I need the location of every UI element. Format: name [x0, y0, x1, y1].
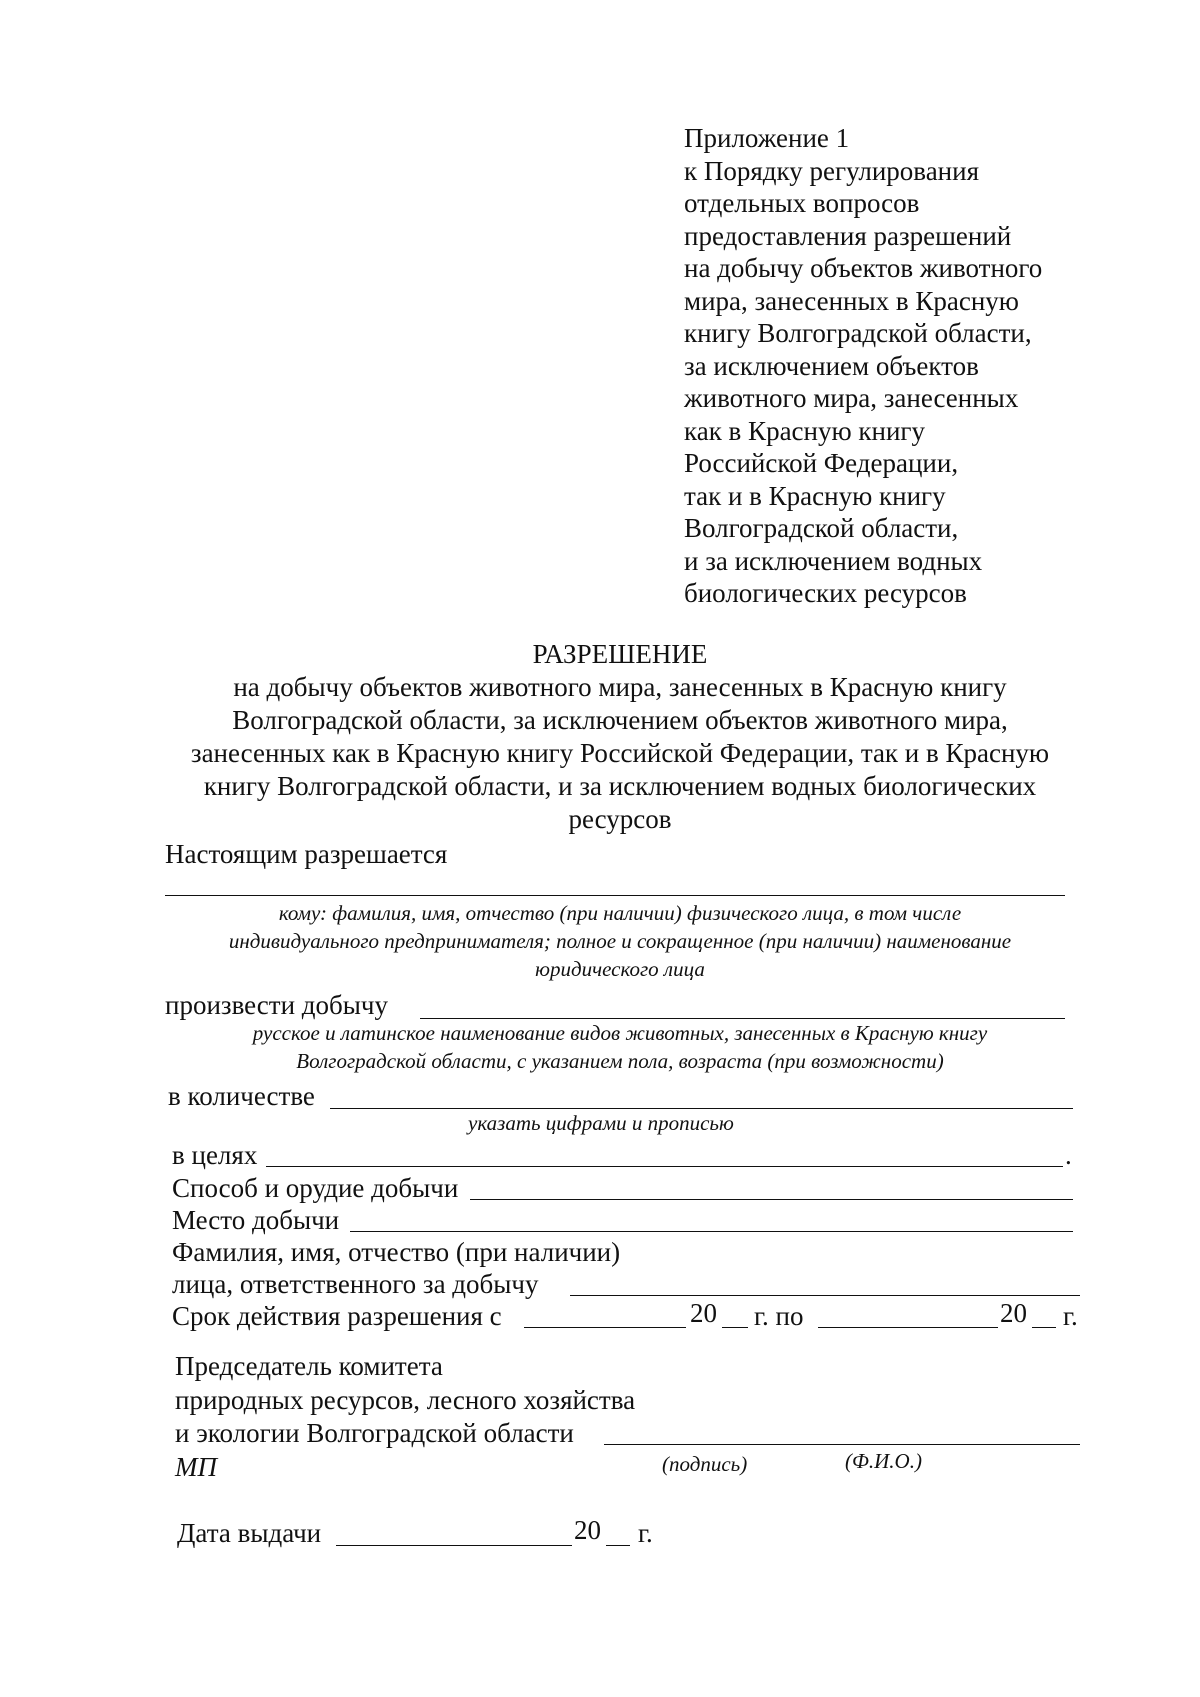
responsible-field-line[interactable]	[570, 1295, 1080, 1296]
method-field-line[interactable]	[470, 1199, 1073, 1200]
appendix-line: на добычу объектов животного	[684, 253, 1043, 283]
appendix-line: биологических ресурсов	[684, 578, 967, 608]
species-hint-line: Волгоградской области, с указанием пола, возраста (при возможности)	[296, 1049, 944, 1073]
issue-date-label: Дата выдачи	[177, 1518, 322, 1548]
validity-from-date-line[interactable]	[524, 1327, 686, 1328]
appendix-line: отдельных вопросов	[684, 188, 920, 218]
issue-date-line[interactable]	[336, 1545, 572, 1546]
document-subtitle-line: Волгоградской области, за исключением объектов животного мира,	[232, 705, 1008, 735]
appendix-line: книгу Волгоградской области,	[684, 318, 1032, 348]
validity-to-label: г. по	[754, 1301, 804, 1331]
document-title: РАЗРЕШЕНИЕ	[532, 639, 708, 669]
appendix-line: Российской Федерации,	[684, 448, 959, 478]
validity-to-year-line[interactable]	[1032, 1327, 1056, 1328]
hunt-label: произвести добычу	[165, 990, 388, 1020]
appendix-line: Приложение 1	[684, 123, 850, 153]
appendix-line: животного мира, занесенных	[684, 383, 1019, 413]
signature-hint: (подпись)	[662, 1452, 748, 1476]
validity-label: Срок действия разрешения с	[172, 1301, 502, 1331]
species-field-line[interactable]	[420, 1018, 1065, 1019]
validity-to-date-line[interactable]	[818, 1327, 998, 1328]
responsible-label-2: лица, ответственного за добычу	[172, 1269, 539, 1299]
method-label: Способ и орудие добычи	[172, 1173, 459, 1203]
validity-to-year-suffix: г.	[1063, 1301, 1078, 1331]
appendix-line: предоставления разрешений	[684, 220, 1012, 251]
document-subtitle-line: ресурсов	[568, 804, 672, 834]
quantity-field-line[interactable]	[330, 1108, 1073, 1109]
whom-hint-line: кому: фамилия, имя, отчество (при наличии) физического лица, в том числе	[278, 901, 962, 925]
purpose-end-mark: .	[1065, 1140, 1072, 1170]
place-label: Место добычи	[172, 1205, 340, 1235]
document-title-block	[150, 638, 1090, 836]
validity-from-year-line[interactable]	[722, 1327, 748, 1328]
signatory-position-line: Председатель комитета	[175, 1351, 443, 1381]
issue-year-line[interactable]	[606, 1545, 630, 1546]
stamp-place: МП	[175, 1452, 217, 1482]
validity-to-year-prefix: 20	[1000, 1298, 1027, 1328]
purpose-label: в целях	[172, 1140, 258, 1170]
appendix-line: Волгоградской области,	[684, 513, 959, 543]
place-field-line[interactable]	[350, 1231, 1073, 1232]
signatory-position-line: и экологии Волгоградской области	[175, 1418, 574, 1448]
appendix-line: и за исключением водных	[684, 545, 983, 576]
document-subtitle-line: занесенных как в Красную книгу Российской Федерации, так и в Красную	[190, 738, 1050, 768]
issue-year-suffix: г.	[638, 1518, 653, 1548]
whom-hint-line: индивидуального предпринимателя; полное и сокращенное (при наличии) наименование	[228, 929, 1012, 953]
appendix-line: к Порядку регулирования	[684, 155, 979, 186]
whom-hint-line: юридического лица	[535, 957, 705, 981]
issue-year-prefix: 20	[574, 1515, 601, 1545]
document-subtitle-line: на добычу объектов животного мира, занесенных в Красную книгу	[233, 672, 1007, 702]
appendix-line: за исключением объектов	[684, 350, 979, 381]
appendix-line: мира, занесенных в Красную	[684, 285, 1019, 316]
appendix-line: как в Красную книгу	[684, 415, 925, 446]
signature-field-line[interactable]	[604, 1444, 1080, 1445]
quantity-label: в количестве	[168, 1081, 315, 1111]
responsible-label: Фамилия, имя, отчество (при наличии)	[172, 1237, 621, 1267]
name-hint: (Ф.И.О.)	[845, 1449, 922, 1473]
species-hint-line: русское и латинское наименование видов животных, занесенных в Красную книгу	[252, 1021, 988, 1045]
appendix-line: так и в Красную книгу	[684, 480, 946, 511]
document-subtitle-line: книгу Волгоградской области, и за исключением водных биологических	[203, 771, 1037, 801]
appendix-note	[684, 122, 1042, 610]
validity-from-year-prefix: 20	[690, 1298, 717, 1328]
purpose-field-line[interactable]	[266, 1166, 1063, 1167]
permitted-label: Настоящим разрешается	[165, 839, 448, 869]
whom-field-line[interactable]	[165, 895, 1065, 896]
quantity-hint: указать цифрами и прописью	[468, 1111, 734, 1135]
signatory-position-line: природных ресурсов, лесного хозяйства	[175, 1385, 636, 1415]
